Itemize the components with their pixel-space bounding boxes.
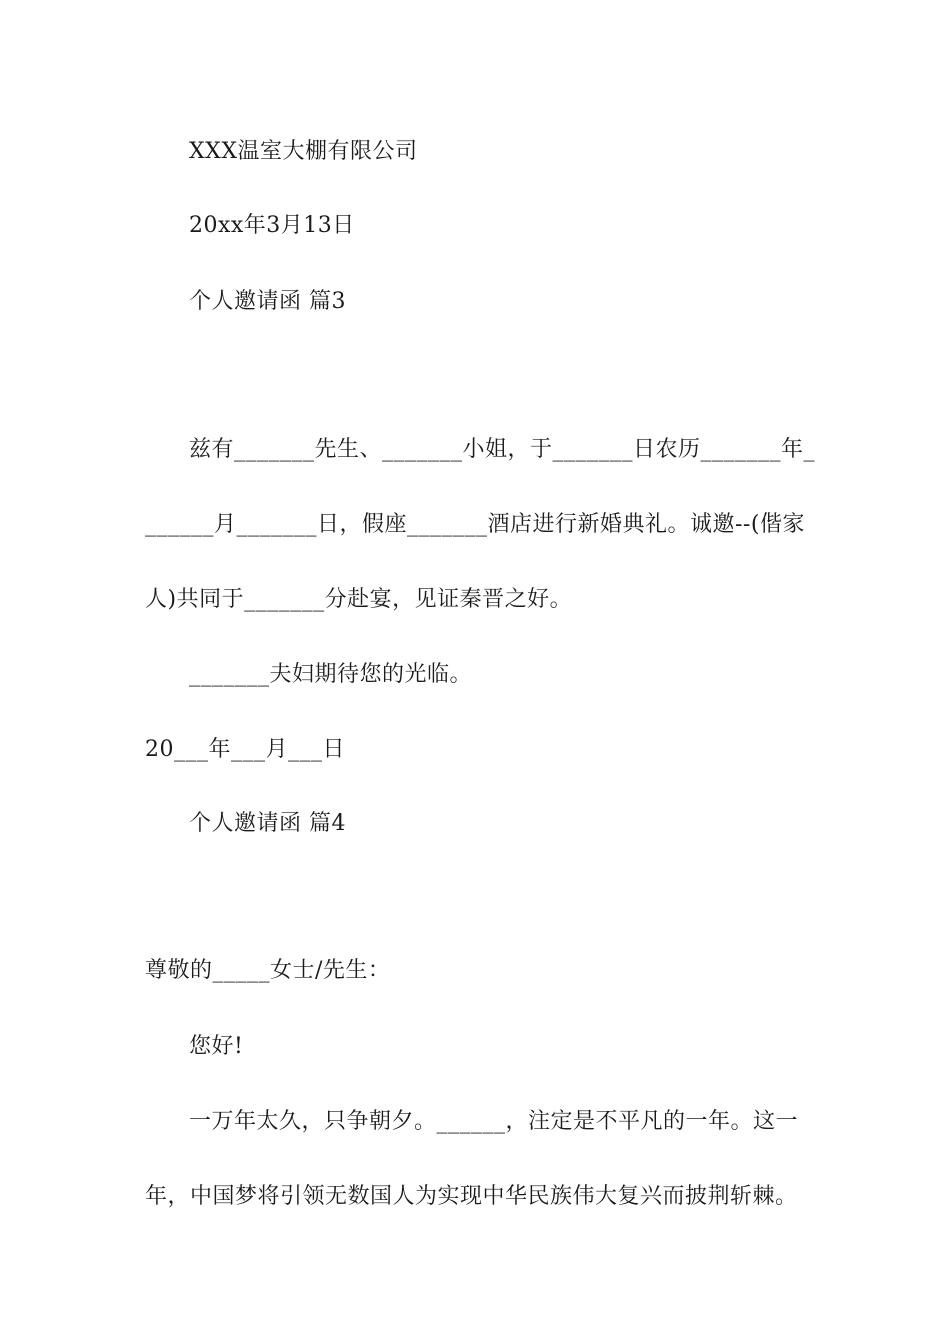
paragraph-line: 一万年太久，只争朝夕。______，注定是不平凡的一年。这一 [189, 1109, 799, 1134]
blank-date-line: 20___年___月___日 [145, 737, 345, 762]
company-name: XXX温室大棚有限公司 [189, 139, 418, 164]
section-heading-4: 个人邀请函 篇4 [189, 811, 346, 836]
paragraph-line: ______月_______日，假座_______酒店进行新婚典礼。诚邀--(偕家 [145, 512, 805, 537]
paragraph-line: 年，中国梦将引领无数国人为实现中华民族伟大复兴而披荆斩棘。 [145, 1184, 798, 1209]
paragraph-line: 兹有_______先生、_______小姐，于_______日农历_______年_ [189, 437, 816, 462]
date-line: 20xx年3月13日 [189, 213, 355, 238]
salutation: 尊敬的_____女士/先生： [145, 958, 391, 983]
closing-line: _______夫妇期待您的光临。 [189, 662, 473, 687]
greeting: 您好! [189, 1034, 244, 1059]
paragraph-line: 人)共同于_______分赴宴，见证秦晋之好。 [145, 587, 573, 612]
section-heading-3: 个人邀请函 篇3 [189, 289, 346, 314]
